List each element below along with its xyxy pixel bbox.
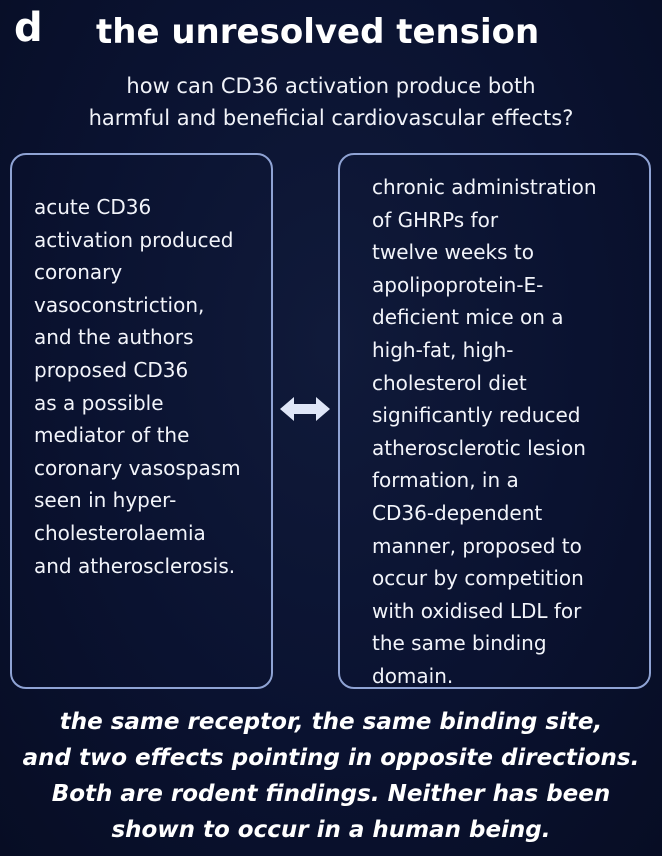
text-line: formation, in a	[372, 468, 519, 493]
text-line: atherosclerotic lesion	[372, 435, 586, 460]
text-line: significantly reduced	[372, 403, 581, 428]
text-line: manner, proposed to	[372, 533, 582, 558]
conclusion-line: the same receptor, the same binding site,	[59, 709, 603, 735]
text-line: cholesterolaemia	[34, 520, 206, 545]
text-line: CD36-dependent	[372, 500, 543, 525]
text-line: cholesterol diet	[372, 370, 527, 395]
double-arrow-icon	[278, 394, 332, 424]
text-line: coronary vasospasm	[34, 455, 241, 480]
beneficial-effect-text	[372, 171, 597, 693]
beneficial-effect-box	[338, 153, 651, 689]
text-line: the same binding	[372, 631, 547, 656]
question-line: how can CD36 activation produce both	[126, 74, 536, 98]
question-text	[0, 70, 662, 134]
text-line: occur by competition	[372, 566, 584, 591]
conclusion-text	[0, 704, 662, 848]
conclusion-line: Both are rodent findings. Neither has been	[51, 781, 611, 807]
text-line: and atherosclerosis.	[34, 553, 236, 578]
text-line: with oxidised LDL for	[372, 598, 582, 623]
diagram-title: the unresolved tension	[96, 12, 540, 52]
text-line: activation produced	[34, 227, 234, 252]
text-line: apolipoprotein-E-	[372, 272, 544, 297]
conclusion-line: shown to occur in a human being.	[111, 817, 551, 843]
text-line: deficient mice on a	[372, 305, 564, 330]
text-line: vasoconstriction,	[34, 292, 205, 317]
text-line: high-fat, high-	[372, 337, 514, 362]
text-line: as a possible	[34, 390, 164, 415]
text-line: of GHRPs for	[372, 207, 499, 232]
text-line: and the authors	[34, 325, 194, 350]
text-line: acute CD36	[34, 195, 152, 219]
text-line: coronary	[34, 260, 123, 285]
panel-label: d	[14, 5, 43, 51]
text-line: domain.	[372, 663, 454, 688]
question-line: harmful and beneficial cardiovascular effects?	[88, 106, 574, 130]
text-line: twelve weeks to	[372, 240, 534, 265]
text-line: mediator of the	[34, 423, 190, 448]
text-line: chronic administration	[372, 175, 597, 199]
harmful-effect-box	[10, 153, 273, 689]
text-line: seen in hyper-	[34, 488, 177, 513]
harmful-effect-text	[34, 191, 241, 582]
conclusion-line: and two effects pointing in opposite directions.	[22, 745, 640, 771]
text-line: proposed CD36	[34, 357, 189, 382]
